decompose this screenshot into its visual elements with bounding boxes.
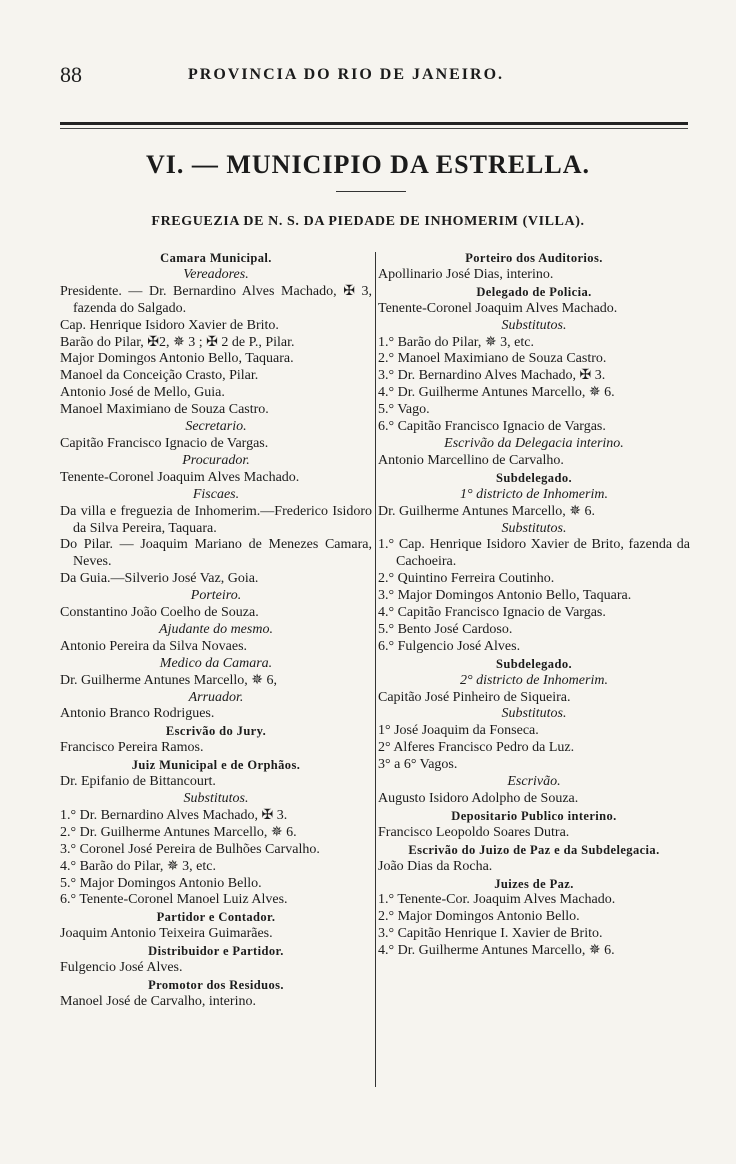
entry: Da villa e freguezia de Inhomerim.—Frederico Isidoro da Silva Pereira, Taquara.: [60, 503, 372, 536]
subheading: Porteiro.: [190, 588, 242, 604]
subheading: Arruador.: [188, 689, 244, 705]
numbered-entry: 6.° Fulgencio José Alves.: [378, 638, 521, 654]
entry: Da Guia.—Silverio José Vaz, Goia.: [60, 571, 259, 587]
subheading: Escrivão da Delegacia interino.: [444, 435, 624, 451]
parish-title: FREGUEZIA DE N. S. DA PIEDADE DE INHOMERIM (VILLA).: [151, 214, 585, 229]
numbered-entry: 6.° Capitão Francisco Ignacio de Vargas.: [378, 419, 606, 435]
section-heading: Partidor e Contador.: [156, 910, 276, 925]
section-heading: Juiz Municipal e de Orphãos.: [131, 758, 301, 773]
entry: Barão do Pilar, ✠2, ✵ 3 ; ✠ 2 de P., Pilar.: [60, 334, 295, 350]
subheading: 2° districto de Inhomerim.: [460, 672, 608, 688]
subheading: Escrivão.: [507, 774, 561, 790]
subheading: Fiscaes.: [192, 486, 240, 502]
entry: Tenente-Coronel Joaquim Alves Machado.: [378, 300, 618, 316]
entry: Constantino João Coelho de Souza.: [60, 605, 259, 621]
numbered-entry: 2.° Dr. Guilherme Antunes Marcello, ✵ 6.: [60, 824, 297, 840]
numbered-entry: 2° Alferes Francisco Pedro da Luz.: [378, 740, 575, 756]
right-column: [378, 250, 690, 960]
section-heading: Distribuidor e Partidor.: [148, 944, 284, 959]
entry: Joaquim Antonio Teixeira Guimarães.: [60, 926, 273, 942]
subheading: 1° districto de Inhomerim.: [460, 486, 608, 502]
header-rule-thick: [60, 122, 688, 125]
section-heading: Subdelegado.: [495, 470, 572, 485]
numbered-entry: 5.° Major Domingos Antonio Bello.: [60, 875, 262, 891]
entry: Do Pilar. — Joaquim Mariano de Menezes Camara, Neves.: [60, 537, 372, 570]
page-number: 88: [60, 62, 82, 87]
entry: Dr. Guilherme Antunes Marcello, ✵ 6,: [60, 672, 278, 688]
numbered-entry: 1.° Tenente-Cor. Joaquim Alves Machado.: [378, 892, 616, 908]
subheading: Substitutos.: [501, 706, 567, 722]
entry: Apollinario José Dias, interino.: [378, 266, 554, 282]
entry: Augusto Isidoro Adolpho de Souza.: [378, 791, 579, 806]
section-title: VI. — MUNICIPIO DA ESTRELLA.: [145, 150, 591, 179]
numbered-entry: 4.° Dr. Guilherme Antunes Marcello, ✵ 6.: [378, 385, 615, 401]
section-heading: Escrivão do Jury.: [165, 724, 267, 739]
section-heading: Promotor dos Residuos.: [148, 977, 284, 992]
subheading: Ajudante do mesmo.: [159, 621, 273, 637]
entry: Capitão José Pinheiro de Siqueira.: [378, 689, 571, 705]
subheading: Procurador.: [182, 452, 250, 468]
entry: Antonio Marcellino de Carvalho.: [378, 452, 564, 468]
section-heading: Subdelegado.: [495, 656, 572, 671]
section-heading: Camara Municipal.: [160, 251, 272, 265]
entry: Francisco Leopoldo Soares Dutra.: [378, 824, 570, 840]
numbered-entry: 4.° Capitão Francisco Ignacio de Vargas.: [378, 605, 606, 621]
numbered-entry: 1.° Dr. Bernardino Alves Machado, ✠ 3.: [60, 807, 288, 823]
section-heading: Delegado de Policia.: [476, 284, 592, 299]
section-title-rule: [336, 191, 406, 192]
numbered-entry: 6.° Tenente-Coronel Manoel Luiz Alves.: [60, 892, 288, 908]
entry: Cap. Henrique Isidoro Xavier de Brito.: [60, 317, 279, 333]
column-divider: [375, 252, 376, 1087]
entry: Major Domingos Antonio Bello, Taquara.: [60, 351, 294, 367]
numbered-entry: 2.° Major Domingos Antonio Bello.: [378, 909, 580, 925]
entry: Dr. Epifanio de Bittancourt.: [60, 774, 216, 790]
subheading: Vereadores.: [183, 266, 249, 282]
left-column: [60, 250, 372, 1011]
numbered-entry: 4.° Dr. Guilherme Antunes Marcello, ✵ 6.: [378, 943, 615, 959]
numbered-entry: 3.° Major Domingos Antonio Bello, Taquara.: [378, 588, 632, 604]
entry: Antonio José de Mello, Guia.: [60, 385, 225, 401]
subheading: Substitutos.: [183, 791, 249, 806]
numbered-entry: 2.° Quintino Ferreira Coutinho.: [378, 571, 555, 587]
numbered-entry: 2.° Manoel Maximiano de Souza Castro.: [378, 351, 607, 367]
entry: Manoel Maximiano de Souza Castro.: [60, 402, 269, 418]
entry: Manoel José de Carvalho, interino.: [60, 993, 256, 1009]
subheading: Substitutos.: [501, 317, 567, 333]
numbered-entry: 3.° Capitão Henrique I. Xavier de Brito.: [378, 926, 603, 942]
entry: Presidente. — Dr. Bernardino Alves Machado, ✠ 3, fazenda do Salgado.: [60, 283, 372, 316]
section-heading: Escrivão do Juizo de Paz e da Subdelegacia.: [408, 842, 660, 857]
entry: Antonio Branco Rodrigues.: [60, 706, 215, 722]
subheading: Secretario.: [185, 419, 247, 435]
numbered-entry: 1.° Barão do Pilar, ✵ 3, etc.: [378, 334, 534, 350]
entry: Fulgencio José Alves.: [60, 960, 183, 976]
entry: Antonio Pereira da Silva Novaes.: [60, 638, 248, 654]
entry: João Dias da Rocha.: [378, 858, 493, 874]
section-heading: Depositario Publico interino.: [451, 808, 617, 823]
entry: Tenente-Coronel Joaquim Alves Machado.: [60, 469, 300, 485]
entry: Dr. Guilherme Antunes Marcello, ✵ 6.: [378, 503, 596, 519]
numbered-entry: 5.° Vago.: [378, 402, 430, 418]
entry: Manoel da Conceição Crasto, Pilar.: [60, 368, 259, 384]
section-heading: Juizes de Paz.: [494, 876, 574, 891]
numbered-entry: 3.° Coronel José Pereira de Bulhões Carvalho.: [60, 841, 320, 857]
subheading: Substitutos.: [501, 520, 567, 536]
numbered-entry: 1° José Joaquim da Fonseca.: [378, 723, 539, 739]
running-head: PROVINCIA DO RIO DE JANEIRO.: [188, 66, 505, 83]
numbered-entry: 3° a 6° Vagos.: [378, 757, 458, 773]
entry: Capitão Francisco Ignacio de Vargas.: [60, 435, 269, 451]
entry: Francisco Pereira Ramos.: [60, 740, 204, 756]
section-heading: Porteiro dos Auditorios.: [465, 251, 603, 265]
numbered-entry: 1.° Cap. Henrique Isidoro Xavier de Brito, fazenda da Cachoeira.: [378, 537, 690, 570]
numbered-entry: 5.° Bento José Cardoso.: [378, 621, 513, 637]
numbered-entry: 3.° Dr. Bernardino Alves Machado, ✠ 3.: [378, 368, 606, 384]
header-rule-thin: [60, 128, 688, 129]
subheading: Medico da Camara.: [159, 655, 273, 671]
numbered-entry: 4.° Barão do Pilar, ✵ 3, etc.: [60, 858, 216, 874]
